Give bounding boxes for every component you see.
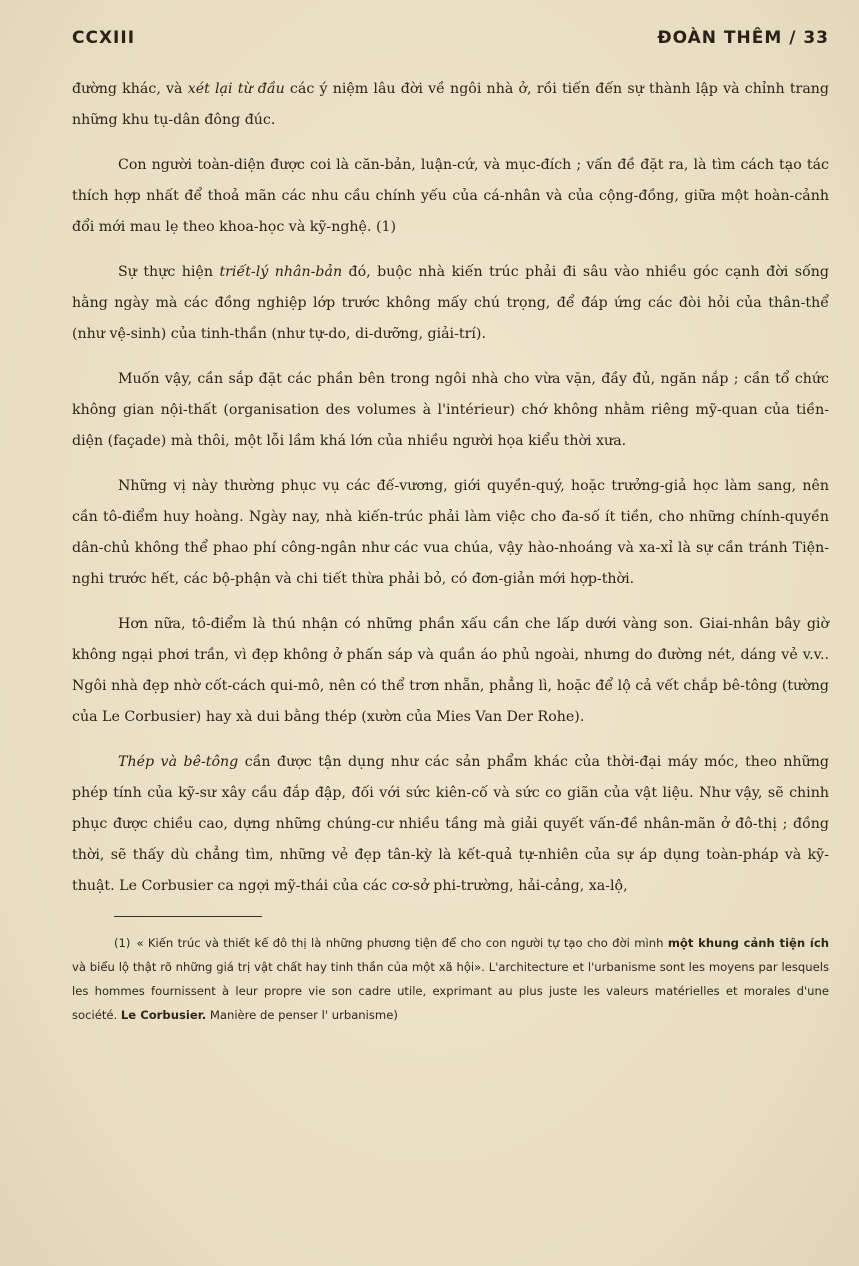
emphasis-text: xét lại từ đầu — [187, 81, 285, 97]
footnote-author: Le Corbusier. — [120, 1008, 207, 1022]
chapter-numeral: CCXIII — [72, 28, 136, 48]
paragraph: Thép và bê-tông cần được tận dụng như các sản phẩm khác của thời-đại máy móc, theo những phép tính của kỹ-sư xây cầu đắp đập, đối với sức kiên-cố và sức co giãn của vật liệu. Như vậy, sẽ chinh phục được chiều cao, dựng những chúng-cư nhiều tầng mà giải quyết vấn-đề nhân-mãn ở đô-thị ; đồng thời, sẽ thấy dù chẳng tìm, những vẻ đẹp tân-kỳ là kết-quả tự-nhiên của sự áp dụng toàn-pháp và kỹ-thuật. Le Corbusier ca ngợi mỹ-thái của các cơ-sở phi-trường, hải-cảng, xa-lộ, — [72, 754, 829, 894]
page-header — [72, 28, 829, 48]
footnote-mark: (1) — [114, 936, 131, 950]
paragraph-continuation: đường khác, và xét lại từ đầu các ý niệm lâu đời về ngôi nhà ở, rồi tiến đến sự thành lập và chỉnh trang những khu tụ-dân đông đúc. — [72, 81, 830, 128]
footnote: (1) « Kiến trúc và thiết kế đô thị là những phương tiện để cho con người tự tạo cho đời mình một khung cảnh tiện ích và biểu lộ thật rõ những giá trị vật chất hay tinh thần của một xã hội». L'architecture et l'urbanisme sont les moyens par lesquels les hommes fournissent à leur propre vie son cadre utile, exprimant au plus juste les valeurs matérielles et morales d'une société. Le Corbusier. Manière de penser l' urbanisme) — [72, 936, 829, 1022]
paragraph: Sự thực hiện triết-lý nhân-bản đó, buộc nhà kiến trúc phải đi sâu vào nhiều góc cạnh đời sống hằng ngày mà các đồng nghiệp lớp trước không mấy chú trọng, để đáp ứng các đòi hỏi của thân-thể (như vệ-sinh) của tinh-thần (như tự-do, di-dưỡng, giải-trí). — [72, 264, 829, 342]
paragraph: Con người toàn-diện được coi là căn-bản, luận-cứ, và mục-đích ; vấn đề đặt ra, là tìm cách tạo tác thích hợp nhất để thoả mãn các nhu cầu chính yếu của cá-nhân và của cộng-đồng, giữa một hoàn-cảnh đổi mới mau lẹ theo khoa-học và kỹ-nghệ. (1) — [72, 157, 829, 235]
author-page-number: ĐOÀN THÊM / 33 — [657, 28, 829, 48]
emphasis-text: Thép và bê-tông — [118, 754, 239, 770]
paragraph: Hơn nữa, tô-điểm là thú nhận có những phần xấu cần che lấp dưới vàng son. Giai-nhân bây giờ không ngại phơi trần, vì đẹp không ở phấn sáp và quần áo phủ ngoài, nhưng do đường nét, dáng vẻ v.v.. Ngôi nhà đẹp nhờ cốt-cách qui-mô, nên có thể trơn nhẵn, phẳng lì, hoặc để lộ cả vết chắp bê-tông (tường của Le Corbusier) hay xà dui bằng thép (xườn của Mies Van Der Rohe). — [72, 616, 829, 725]
paragraph: Những vị này thường phục vụ các đế-vương, giới quyền-quý, hoặc trưởng-giả học làm sang, nên cần tô-điểm huy hoàng. Ngày nay, nhà kiến-trúc phải làm việc cho đa-số ít tiền, cho những chính-quyền dân-chủ không thể phao phí công-ngân như các vua chúa, vậy hào-nhoáng và xa-xỉ là sự cần tránh Tiện-nghi trước hết, các bộ-phận và chi tiết thừa phải bỏ, có đơn-giản mới hợp-thời. — [72, 478, 829, 587]
footnote-divider — [114, 916, 262, 917]
emphasis-text: triết-lý nhân-bản — [219, 264, 343, 280]
paragraph: Muốn vậy, cần sắp đặt các phần bên trong ngôi nhà cho vừa vặn, đầy đủ, ngăn nắp ; cần tổ chức không gian nội-thất (organisation des volumes à l'intérieur) chớ không nhằm riêng mỹ-quan của tiền-diện (façade) mà thôi, một lỗi lầm khá lớn của nhiều người họa kiểu thời xưa. — [72, 371, 829, 449]
